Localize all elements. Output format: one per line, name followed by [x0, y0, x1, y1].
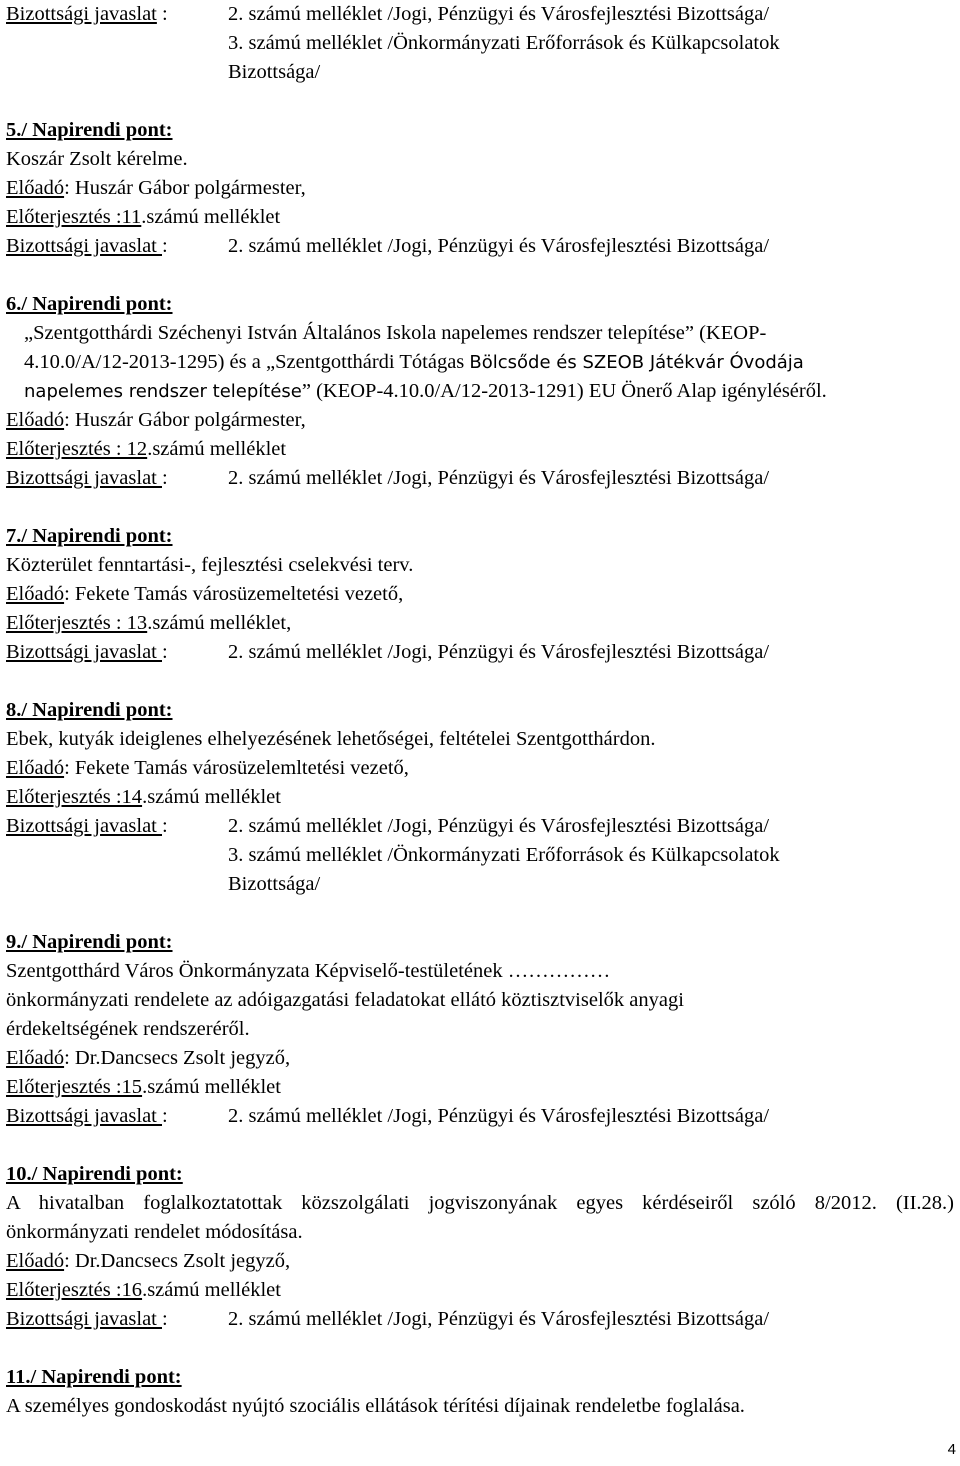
committee-recommendation-2-cont: Bizottsága/: [228, 61, 321, 83]
committee-recommendation-2: 3. számú melléklet /Önkormányzati Erőforrások és Külkapcsolatok: [228, 32, 780, 54]
committee-recommendation-row: Bizottsági javaslat : 2. számú melléklet /Jogi, Pénzügyi és Városfejlesztési Bizottsága/: [6, 0, 956, 29]
agenda-item-9-title-line3: érdekeltségének rendszeréről.: [6, 1018, 250, 1040]
agenda-item-9-title-line1: Szentgotthárd Város Önkormányzata Képviselő-testületének ……………: [6, 960, 611, 982]
agenda-item-9-title-line2: önkormányzati rendelete az adóigazgatási feladatokat ellátó köztisztviselők anyagi: [6, 989, 684, 1011]
agenda-item-6-title-line2: 4.10.0/A/12-2013-1295) és a „Szentgotthárdi Tótágas Bölcsőde és SZEOB Játékvár Óvodája: [24, 351, 804, 373]
agenda-item-10-submission: Előterjesztés :16.számú melléklet: [6, 1279, 281, 1301]
agenda-item-7-heading: 7./ Napirendi pont:: [6, 525, 173, 547]
document-page: [6, 0, 956, 1421]
agenda-item-11-title: A személyes gondoskodást nyújtó szociális ellátások térítési díjainak rendeletbe foglalása.: [6, 1395, 745, 1417]
agenda-item-6-submission: Előterjesztés : 12.számú melléklet: [6, 438, 287, 460]
agenda-item-9-submission: Előterjesztés :15.számú melléklet: [6, 1076, 281, 1098]
agenda-item-6-title-line1: „Szentgotthárdi Széchenyi István Általános Iskola napelemes rendszer telepítése” (KEOP-: [24, 322, 767, 344]
agenda-item-6-heading: 6./ Napirendi pont:: [6, 293, 173, 315]
agenda-item-5-presenter: Előadó: Huszár Gábor polgármester,: [6, 177, 306, 199]
agenda-item-10-committee: Bizottsági javaslat : 2. számú melléklet /Jogi, Pénzügyi és Városfejlesztési Bizottsága/: [6, 1308, 770, 1330]
agenda-item-5-heading: 5./ Napirendi pont:: [6, 119, 173, 141]
agenda-item-10-heading: 10./ Napirendi pont:: [6, 1163, 183, 1185]
agenda-item-8-committee: Bizottsági javaslat : 2. számú melléklet /Jogi, Pénzügyi és Városfejlesztési Bizottsága/: [6, 815, 770, 837]
agenda-item-8-committee-2-cont: Bizottsága/: [228, 873, 321, 895]
agenda-item-7-committee: Bizottsági javaslat : 2. számú melléklet /Jogi, Pénzügyi és Városfejlesztési Bizottsága/: [6, 641, 770, 663]
agenda-item-9-heading: 9./ Napirendi pont:: [6, 931, 173, 953]
agenda-item-6-title-line3: napelemes rendszer telepítése” (KEOP-4.10.0/A/12-2013-1291) EU Önerő Alap igényléséről.: [24, 380, 827, 402]
agenda-item-6-presenter: Előadó: Huszár Gábor polgármester,: [6, 409, 306, 431]
agenda-item-7-presenter: Előadó: Fekete Tamás városüzemeltetési vezető,: [6, 583, 404, 605]
agenda-item-8-presenter: Előadó: Fekete Tamás városüzelemltetési vezető,: [6, 757, 409, 779]
agenda-item-8-title: Ebek, kutyák ideiglenes elhelyezésének lehetőségei, feltételei Szentgotthárdon.: [6, 728, 656, 750]
agenda-item-11-heading: 11./ Napirendi pont:: [6, 1366, 182, 1388]
agenda-item-8-committee-2: 3. számú melléklet /Önkormányzati Erőforrások és Külkapcsolatok: [228, 844, 780, 866]
committee-label: Bizottsági javaslat: [6, 3, 157, 25]
agenda-item-8-heading: 8./ Napirendi pont:: [6, 699, 173, 721]
committee-recommendation: 2. számú melléklet /Jogi, Pénzügyi és Városfejlesztési Bizottsága/: [228, 3, 770, 25]
agenda-item-9-committee: Bizottsági javaslat : 2. számú melléklet /Jogi, Pénzügyi és Városfejlesztési Bizottsága/: [6, 1105, 770, 1127]
agenda-item-9-presenter: Előadó: Dr.Dancsecs Zsolt jegyző,: [6, 1047, 291, 1069]
agenda-item-8-submission: Előterjesztés :14.számú melléklet: [6, 786, 281, 808]
agenda-item-5-submission: Előterjesztés :11.számú melléklet: [6, 206, 281, 228]
agenda-item-10-presenter: Előadó: Dr.Dancsecs Zsolt jegyző,: [6, 1250, 291, 1272]
page-number: 4: [947, 1441, 956, 1458]
agenda-item-7-submission: Előterjesztés : 13.számú melléklet,: [6, 612, 292, 634]
agenda-item-5-title: Koszár Zsolt kérelme.: [6, 148, 188, 170]
agenda-item-6-committee: Bizottsági javaslat : 2. számú melléklet /Jogi, Pénzügyi és Városfejlesztési Bizottsága/: [6, 467, 770, 489]
agenda-item-10-title: A hivatalban foglalkoztatottak közszolgálati jogviszonyának egyes kérdéseiről szóló 8/2012. (II.28.) önkormányzati rendelet módosítása.: [6, 1192, 954, 1243]
agenda-item-5-committee: Bizottsági javaslat : 2. számú melléklet /Jogi, Pénzügyi és Városfejlesztési Bizottsága/: [6, 235, 770, 257]
agenda-item-7-title: Közterület fenntartási-, fejlesztési cselekvési terv.: [6, 554, 414, 576]
